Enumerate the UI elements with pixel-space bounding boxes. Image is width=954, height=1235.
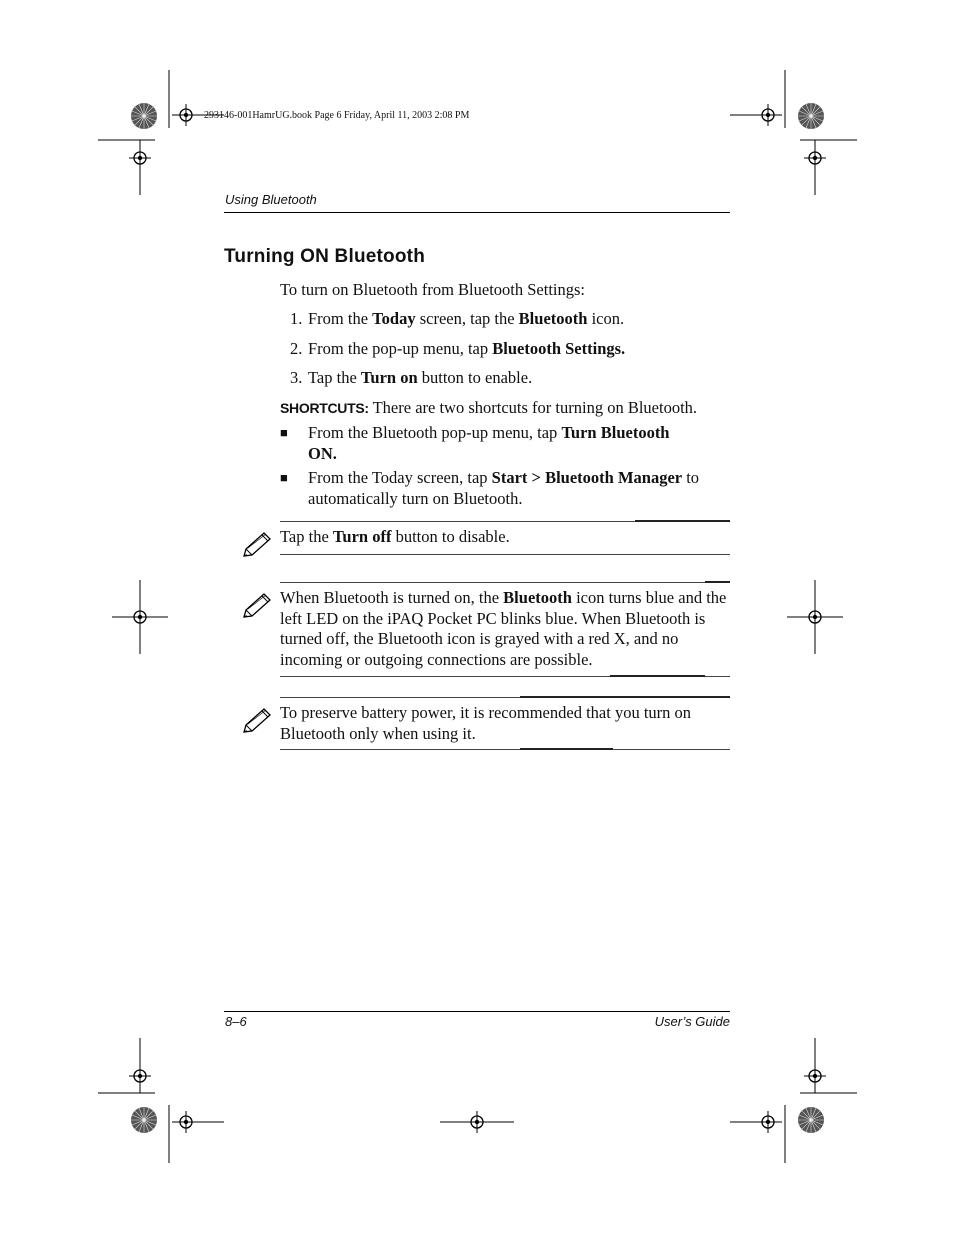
step-2: 2. From the pop-up menu, tap Bluetooth Settings. <box>290 339 626 358</box>
note-bottom-rule-accent <box>610 675 705 677</box>
step-number: 2. <box>290 339 303 358</box>
note-bottom-rule <box>280 554 730 555</box>
shortcuts-line: SHORTCUTS: There are two shortcuts for turning on Bluetooth. <box>280 398 698 417</box>
note-top-rule-accent <box>520 696 730 698</box>
note-top-rule <box>280 582 730 583</box>
step-1: 1. From the Today screen, tap the Bluetooth icon. <box>290 309 625 328</box>
note-2-text: When Bluetooth is turned on, the Bluetooth icon turns blue and the left LED on the iPAQ Pocket PC blinks blue. When Bluetooth is turned off, the Bluetooth icon is grayed with a red X, and no incoming or outgoing connections are possible. <box>280 588 727 669</box>
step-3: 3. Tap the Turn on button to enable. <box>290 368 533 387</box>
note-top-rule-accent <box>705 581 730 583</box>
shortcut-item-1: From the Bluetooth pop-up menu, tap Turn Bluetooth ON. <box>308 423 670 463</box>
note-1-text: Tap the Turn off button to disable. <box>280 527 510 546</box>
note-3-text: To preserve battery power, it is recommended that you turn on Bluetooth only when using it. <box>280 703 692 743</box>
note-bottom-rule <box>280 749 730 750</box>
note-top-rule-accent <box>635 520 730 522</box>
header-rule <box>224 212 730 213</box>
shortcut-item-2: From the Today screen, tap Start > Bluetooth Manager to automatically turn on Bluetooth. <box>308 468 700 508</box>
print-slug: 293146-001HamrUG.book Page 6 Friday, April 11, 2003 2:08 PM <box>204 110 470 121</box>
pencil-note-icon <box>240 530 274 560</box>
page-number: 8–6 <box>225 1014 247 1029</box>
pencil-note-icon <box>240 591 274 621</box>
step-number: 3. <box>290 368 303 387</box>
guide-title: User’s Guide <box>654 1014 730 1029</box>
footer-rule <box>224 1011 730 1012</box>
bullet-marker: ■ <box>280 470 288 485</box>
shortcuts-label: SHORTCUTS: <box>280 400 369 416</box>
bullet-marker: ■ <box>280 425 288 440</box>
section-heading: Turning ON Bluetooth <box>224 246 425 267</box>
running-head: Using Bluetooth <box>225 192 317 207</box>
intro-text: To turn on Bluetooth from Bluetooth Settings: <box>280 280 586 299</box>
step-number: 1. <box>290 309 303 328</box>
note-bottom-rule-accent <box>520 748 613 750</box>
pencil-note-icon <box>240 706 274 736</box>
